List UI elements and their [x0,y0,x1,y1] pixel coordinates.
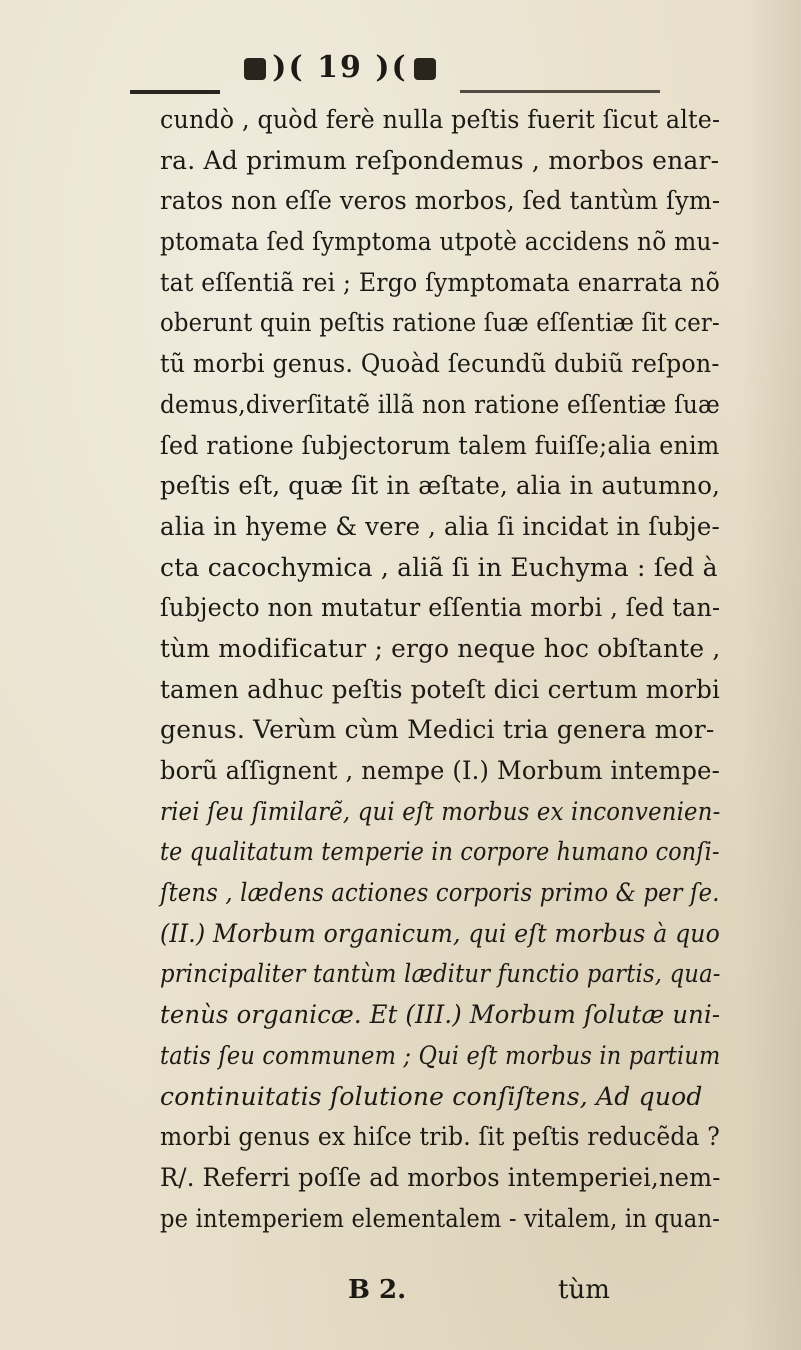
text-line: pe intemperiem elementalem - vitalem, in quan- [160,1203,721,1233]
text-line: alia in hyeme & vere , alia ſi incidat in ſubje- [160,511,720,541]
page-edge-shadow [741,0,801,1350]
text-line: morbi genus ex hiſce trib. ſit peſtis reducẽda ? [160,1122,720,1152]
text-line: tenùs organicæ. Et (III.) Morbum ſolutæ uni- [160,1000,721,1030]
text-line: cta cacochymica , aliã ſi in Euchyma : ſed à [160,552,718,582]
text-line: peſtis eſt, quæ ſit in æſtate, alia in autumno, [160,471,721,501]
text-line: continuitatis ſolutione conſiſtens, Ad quod [160,1081,703,1111]
page-number: 19 [317,50,363,85]
text-line: ſtens , lædens actiones corporis primo & per ſe. [160,878,720,908]
text-line: tat eſſentiã rei ; Ergo ſymptomata enarrata nõ [160,267,720,297]
text-line: demus,diverſitatẽ illã non ratione eſſentiæ ſuæ [160,389,720,419]
text-line: oberunt quin peſtis ratione ſuæ eſſentiæ ſit cer- [160,308,720,338]
body-text [160,100,721,1239]
header-rule-left [130,90,220,94]
text-line: ptomata ſed ſymptoma utpotè accidens nõ mu- [160,227,720,257]
text-line: tamen adhuc peſtis poteſt dici certum morbi [160,674,721,704]
text-line: borũ aſſignent , nempe (I.) Morbum intempe- [160,756,720,785]
text-line: principaliter tantùm læditur functio partis, qua- [160,959,721,989]
ornament-left-icon [244,58,266,80]
text-line: tùm modificatur ; ergo neque hoc obſtante , [160,633,721,663]
page-folio: )( 19 )( [230,50,450,85]
text-line: ratos non eſſe veros morbos, ſed tantùm ſym- [160,186,721,216]
header-rule-right [460,90,660,93]
text-line: tatis ſeu communem ; Qui eſt morbus in partium [160,1040,721,1070]
ornament-right-icon [414,58,436,80]
text-line: cundò , quòd ferè nulla peſtis fuerit ſicut alte- [160,105,721,134]
text-line: R/. Referri poſſe ad morbos intemperiei,nem- [160,1162,721,1192]
catchword: tùm [558,1275,610,1305]
text-line: riei ſeu ſimilarẽ, qui eſt morbus ex inconvenien- [160,796,721,826]
running-header [130,30,670,100]
text-line: tũ morbi genus. Quoàd ſecundũ dubiũ reſpon- [160,349,720,379]
text-line: ſubjecto non mutatur eſſentia morbi , ſed tan- [160,593,721,623]
text-line: te qualitatum temperie in corpore humano conſi- [160,837,720,867]
text-line: ſed ratione ſubjectorum talem fuiſſe;alia enim [160,430,720,460]
signature-mark: B 2. [348,1275,407,1305]
text-line: ra. Ad primum reſpondemus , morbos enar- [160,145,720,175]
text-line: (II.) Morbum organicum, qui eſt morbus à quo [160,918,720,948]
text-line: genus. Verùm cùm Medici tria genera mor- [160,715,715,745]
